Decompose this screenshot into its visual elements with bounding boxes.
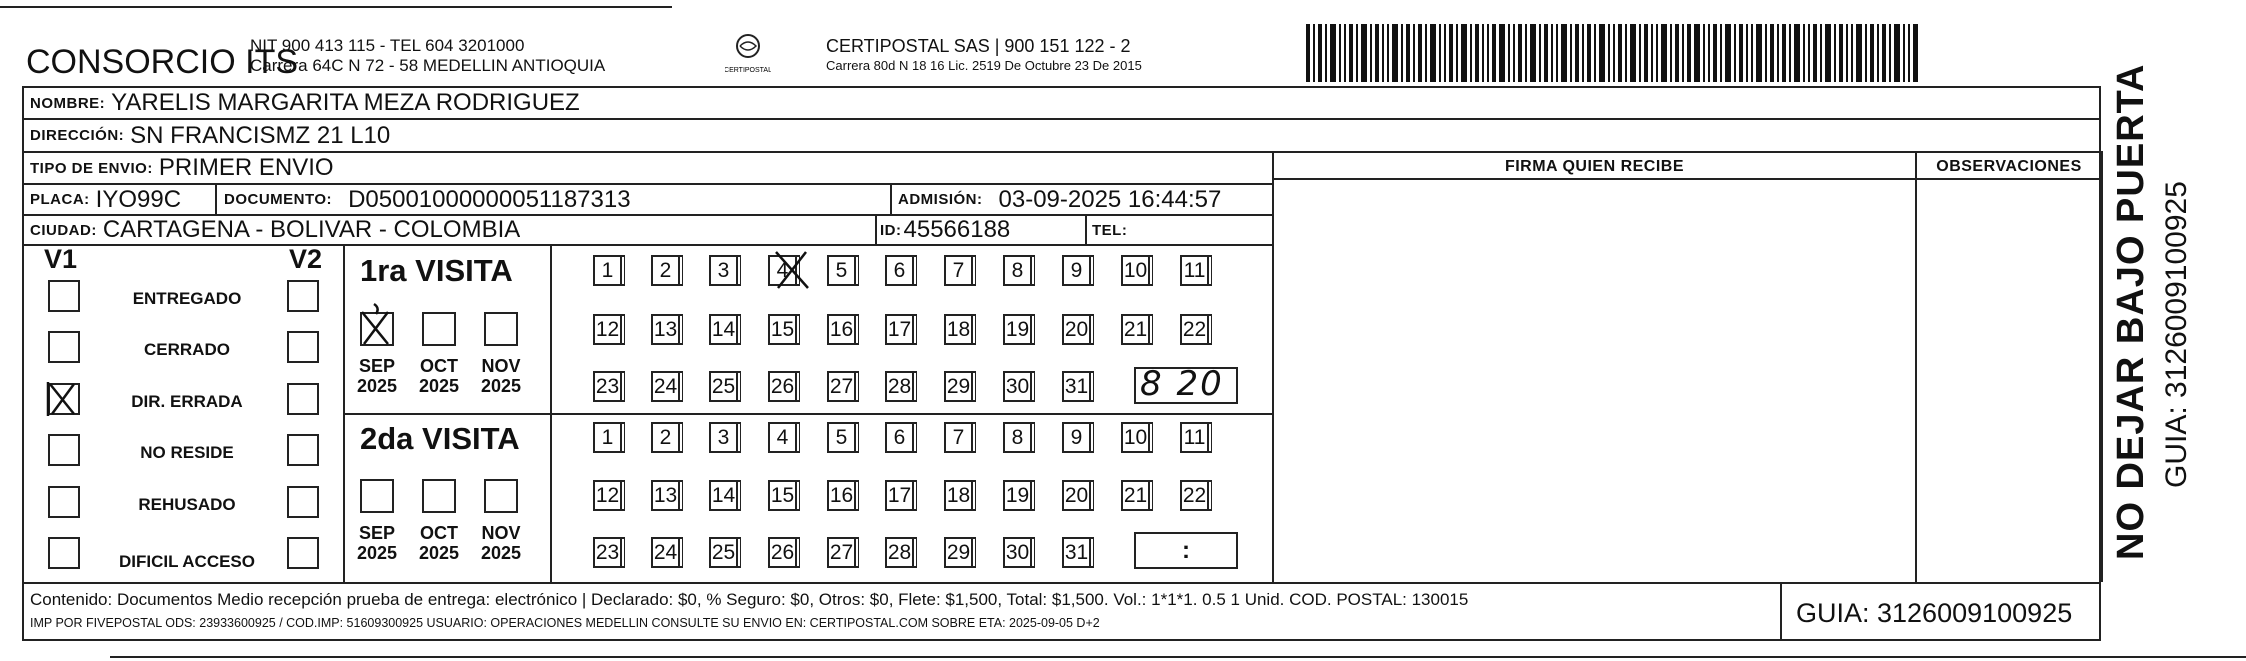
visit1-month-nov: NOV 2025 (480, 356, 522, 396)
visit1-day-25[interactable]: 25 (709, 371, 738, 402)
placa-label: PLACA: (30, 191, 90, 208)
visit-divider (343, 413, 1272, 415)
visit2-day-13[interactable]: 13 (651, 480, 680, 511)
visit1-day-4[interactable]: 4 (768, 255, 797, 286)
visit1-day-7[interactable]: 7 (944, 255, 973, 286)
v1-rehusado-checkbox[interactable] (48, 486, 80, 518)
visit2-day-24[interactable]: 24 (651, 537, 680, 568)
visit1-month-oct: OCT 2025 (418, 356, 460, 396)
id-row (880, 216, 1010, 244)
visit1-day-20[interactable]: 20 (1062, 314, 1091, 345)
visit1-day-22[interactable]: 22 (1180, 314, 1209, 345)
visit1-oct-checkbox[interactable] (422, 312, 456, 346)
visit2-day-14[interactable]: 14 (709, 480, 738, 511)
admision-value: 03-09-2025 16:44:57 (998, 185, 1222, 213)
brand-line-1: NIT 900 413 115 - TEL 604 3201000 (250, 36, 525, 55)
bottom-rule (110, 656, 2246, 658)
visit2-day-25[interactable]: 25 (709, 537, 738, 568)
visit1-day-10[interactable]: 10 (1121, 255, 1150, 286)
col-rule (1085, 214, 1087, 244)
brand-line-2: Carrera 64C N 72 - 58 MEDELLIN ANTIOQUIA (250, 56, 606, 75)
documento-value: D05001000000051187313 (348, 185, 631, 213)
handwritten-x-mark (356, 302, 398, 348)
visit2-day-1[interactable]: 1 (593, 422, 622, 453)
row-rule (22, 582, 2101, 584)
handwritten-time: 8 20 (1140, 364, 1224, 404)
visit2-time-separator: : (1182, 536, 1190, 564)
visit1-day-13[interactable]: 13 (651, 314, 680, 345)
tipo-envio-value: PRIMER ENVIO (158, 154, 334, 181)
status-label-dir-errada: DIR. ERRADA (131, 392, 243, 411)
visit1-title: 1ra VISITA (360, 253, 513, 288)
visit2-day-30[interactable]: 30 (1003, 537, 1032, 568)
certi-line-2: Carrera 80d N 18 16 Lic. 2519 De Octubre 23 De 2015 (826, 58, 1142, 73)
status-label-entregado: ENTREGADO (132, 289, 242, 308)
nombre-value: YARELIS MARGARITA MEZA RODRIGUEZ (111, 89, 580, 116)
ciudad-value: CARTAGENA - BOLIVAR - COLOMBIA (102, 216, 521, 243)
visit1-day-16[interactable]: 16 (827, 314, 856, 345)
visit2-day-26[interactable]: 26 (768, 537, 797, 568)
footer-line-1: Contenido: Documentos Medio recepción prueba de entrega: electrónico | Declarado: $0, % Seguro: $0, Otros: $0, Flete: $1,500, Total: $1,500. Vol.: 1*1*1. 0.5 1 Unid. COD. POSTAL: 130015 (30, 590, 1469, 609)
visit2-day-27[interactable]: 27 (827, 537, 856, 568)
v2-dificil-acceso-checkbox[interactable] (287, 537, 319, 569)
id-label: ID: (880, 221, 902, 239)
visit2-month-sep: SEP 2025 (356, 523, 398, 563)
visit2-month-oct: OCT 2025 (418, 523, 460, 563)
visit1-day-31[interactable]: 31 (1062, 371, 1091, 402)
v2-no-reside-checkbox[interactable] (287, 434, 319, 466)
status-label-dificil-acceso: DIFICIL ACCESO (118, 552, 255, 571)
visit2-oct-checkbox[interactable] (422, 479, 456, 513)
direccion-value: SN FRANCISMZ 21 L10 (130, 121, 391, 149)
v1-entregado-checkbox[interactable] (48, 280, 80, 312)
visit2-day-18[interactable]: 18 (944, 480, 973, 511)
visit2-day-31[interactable]: 31 (1062, 537, 1091, 568)
v2-entregado-checkbox[interactable] (287, 280, 319, 312)
visit2-day-21[interactable]: 21 (1121, 480, 1150, 511)
visit2-day-6[interactable]: 6 (885, 422, 914, 453)
visit1-day-18[interactable]: 18 (944, 314, 973, 345)
tel-label: TEL: (1092, 221, 1128, 239)
visit1-day-29[interactable]: 29 (944, 371, 973, 402)
visit2-day-8[interactable]: 8 (1003, 422, 1032, 453)
visit2-time-box[interactable] (1134, 532, 1238, 569)
visit1-day-12[interactable]: 12 (593, 314, 622, 345)
visit1-day-14[interactable]: 14 (709, 314, 738, 345)
side-guia: GUIA: 3126009100925 (2160, 181, 2193, 488)
placa-row (30, 185, 181, 214)
v2-cerrado-checkbox[interactable] (287, 331, 319, 363)
footer-line-2: IMP POR FIVEPOSTAL ODS: 23933600925 / COD.IMP: 51609300925 USUARIO: OPERACIONES MEDELLIN CONSULTE SU ENVIO EN: CERTIPOSTAL.COM SOBRE ETA: 2025-09-05 D+2 (30, 616, 1100, 630)
col-rule (890, 183, 892, 215)
visit2-day-4[interactable]: 4 (768, 422, 797, 453)
status-label-rehusado: REHUSADO (138, 495, 236, 514)
handwritten-x-mark (44, 380, 84, 418)
visit1-month-sep: SEP 2025 (356, 356, 398, 396)
visit1-day-11[interactable]: 11 (1180, 255, 1209, 286)
v1-no-reside-checkbox[interactable] (48, 434, 80, 466)
observaciones-area[interactable] (1917, 180, 2101, 582)
top-rule (0, 6, 672, 8)
v2-dir-errada-checkbox[interactable] (287, 383, 319, 415)
v1-cerrado-checkbox[interactable] (48, 331, 80, 363)
v1-dificil-acceso-checkbox[interactable] (48, 537, 80, 569)
visit1-day-26[interactable]: 26 (768, 371, 797, 402)
col-rule (1780, 582, 1782, 640)
svg-text:CERTIPOSTAL: CERTIPOSTAL (725, 67, 771, 74)
observaciones-header: OBSERVACIONES (1936, 158, 2082, 175)
status-label-no-reside: NO RESIDE (140, 443, 234, 462)
barcode (1306, 24, 1918, 82)
visit2-day-5[interactable]: 5 (827, 422, 856, 453)
visit2-day-20[interactable]: 20 (1062, 480, 1091, 511)
visit2-sep-checkbox[interactable] (360, 479, 394, 513)
v1-header: V1 (44, 244, 78, 274)
visit2-month-nov: NOV 2025 (480, 523, 522, 563)
nombre-row (30, 88, 580, 118)
visit2-day-16[interactable]: 16 (827, 480, 856, 511)
col-rule (875, 214, 877, 244)
visit1-day-19[interactable]: 19 (1003, 314, 1032, 345)
visit2-nov-checkbox[interactable] (484, 479, 518, 513)
row-rule (22, 151, 2101, 153)
visit2-day-7[interactable]: 7 (944, 422, 973, 453)
visit1-day-28[interactable]: 28 (885, 371, 914, 402)
visit2-day-15[interactable]: 15 (768, 480, 797, 511)
visit1-day-30[interactable]: 30 (1003, 371, 1032, 402)
visit1-day-23[interactable]: 23 (593, 371, 622, 402)
v2-header: V2 (289, 244, 323, 274)
col-rule (2101, 151, 2103, 582)
visit1-day-1[interactable]: 1 (593, 255, 622, 286)
firma-header: FIRMA QUIEN RECIBE (1504, 158, 1685, 175)
certipostal-logo (725, 32, 771, 78)
visit2-day-12[interactable]: 12 (593, 480, 622, 511)
visit2-day-9[interactable]: 9 (1062, 422, 1091, 453)
visit1-day-3[interactable]: 3 (709, 255, 738, 286)
visit1-day-27[interactable]: 27 (827, 371, 856, 402)
direccion-row (30, 120, 390, 151)
visit2-day-28[interactable]: 28 (885, 537, 914, 568)
tipo-envio-label: TIPO DE ENVIO: (30, 159, 153, 177)
visit2-day-2[interactable]: 2 (651, 422, 680, 453)
visit1-day-8[interactable]: 8 (1003, 255, 1032, 286)
col-rule (215, 183, 217, 215)
visit1-day-2[interactable]: 2 (651, 255, 680, 286)
visit1-day-17[interactable]: 17 (885, 314, 914, 345)
visit1-day-5[interactable]: 5 (827, 255, 856, 286)
v2-rehusado-checkbox[interactable] (287, 486, 319, 518)
visit1-day-9[interactable]: 9 (1062, 255, 1091, 286)
status-label-cerrado: CERRADO (144, 340, 230, 359)
id-value: 45566188 (903, 216, 1011, 243)
visit1-day-24[interactable]: 24 (651, 371, 680, 402)
admision-label: ADMISIÓN: (898, 191, 983, 208)
visit1-nov-checkbox[interactable] (484, 312, 518, 346)
visit2-day-10[interactable]: 10 (1121, 422, 1150, 453)
documento-label: DOCUMENTO: (224, 191, 333, 208)
tipo-envio-row (30, 153, 334, 183)
visit2-day-17[interactable]: 17 (885, 480, 914, 511)
handwritten-x-mark (770, 248, 814, 292)
tel-row (1092, 216, 1127, 244)
firma-area[interactable] (1274, 180, 1915, 582)
documento-row (224, 185, 631, 214)
visit2-day-3[interactable]: 3 (709, 422, 738, 453)
nombre-label: NOMBRE: (30, 94, 106, 112)
visit1-day-15[interactable]: 15 (768, 314, 797, 345)
ciudad-row (30, 216, 520, 244)
admision-row (898, 185, 1221, 214)
row-rule (22, 244, 1272, 246)
visit2-day-22[interactable]: 22 (1180, 480, 1209, 511)
footer-guia: GUIA: 3126009100925 (1796, 598, 2073, 628)
visit2-day-23[interactable]: 23 (593, 537, 622, 568)
visit1-day-6[interactable]: 6 (885, 255, 914, 286)
visit2-day-29[interactable]: 29 (944, 537, 973, 568)
placa-value: IYO99C (95, 185, 182, 213)
visit2-title: 2da VISITA (360, 421, 520, 456)
direccion-label: DIRECCIÓN: (30, 127, 125, 144)
visit2-day-11[interactable]: 11 (1180, 422, 1209, 453)
ciudad-label: CIUDAD: (30, 221, 97, 239)
visit2-day-19[interactable]: 19 (1003, 480, 1032, 511)
certi-line-1: CERTIPOSTAL SAS | 900 151 122 - 2 (826, 36, 1131, 56)
brand-name: CONSORCIO ITS (26, 43, 299, 81)
no-dejar-bajo-puerta: NO DEJAR BAJO PUERTA (2110, 63, 2152, 560)
visit1-day-21[interactable]: 21 (1121, 314, 1150, 345)
